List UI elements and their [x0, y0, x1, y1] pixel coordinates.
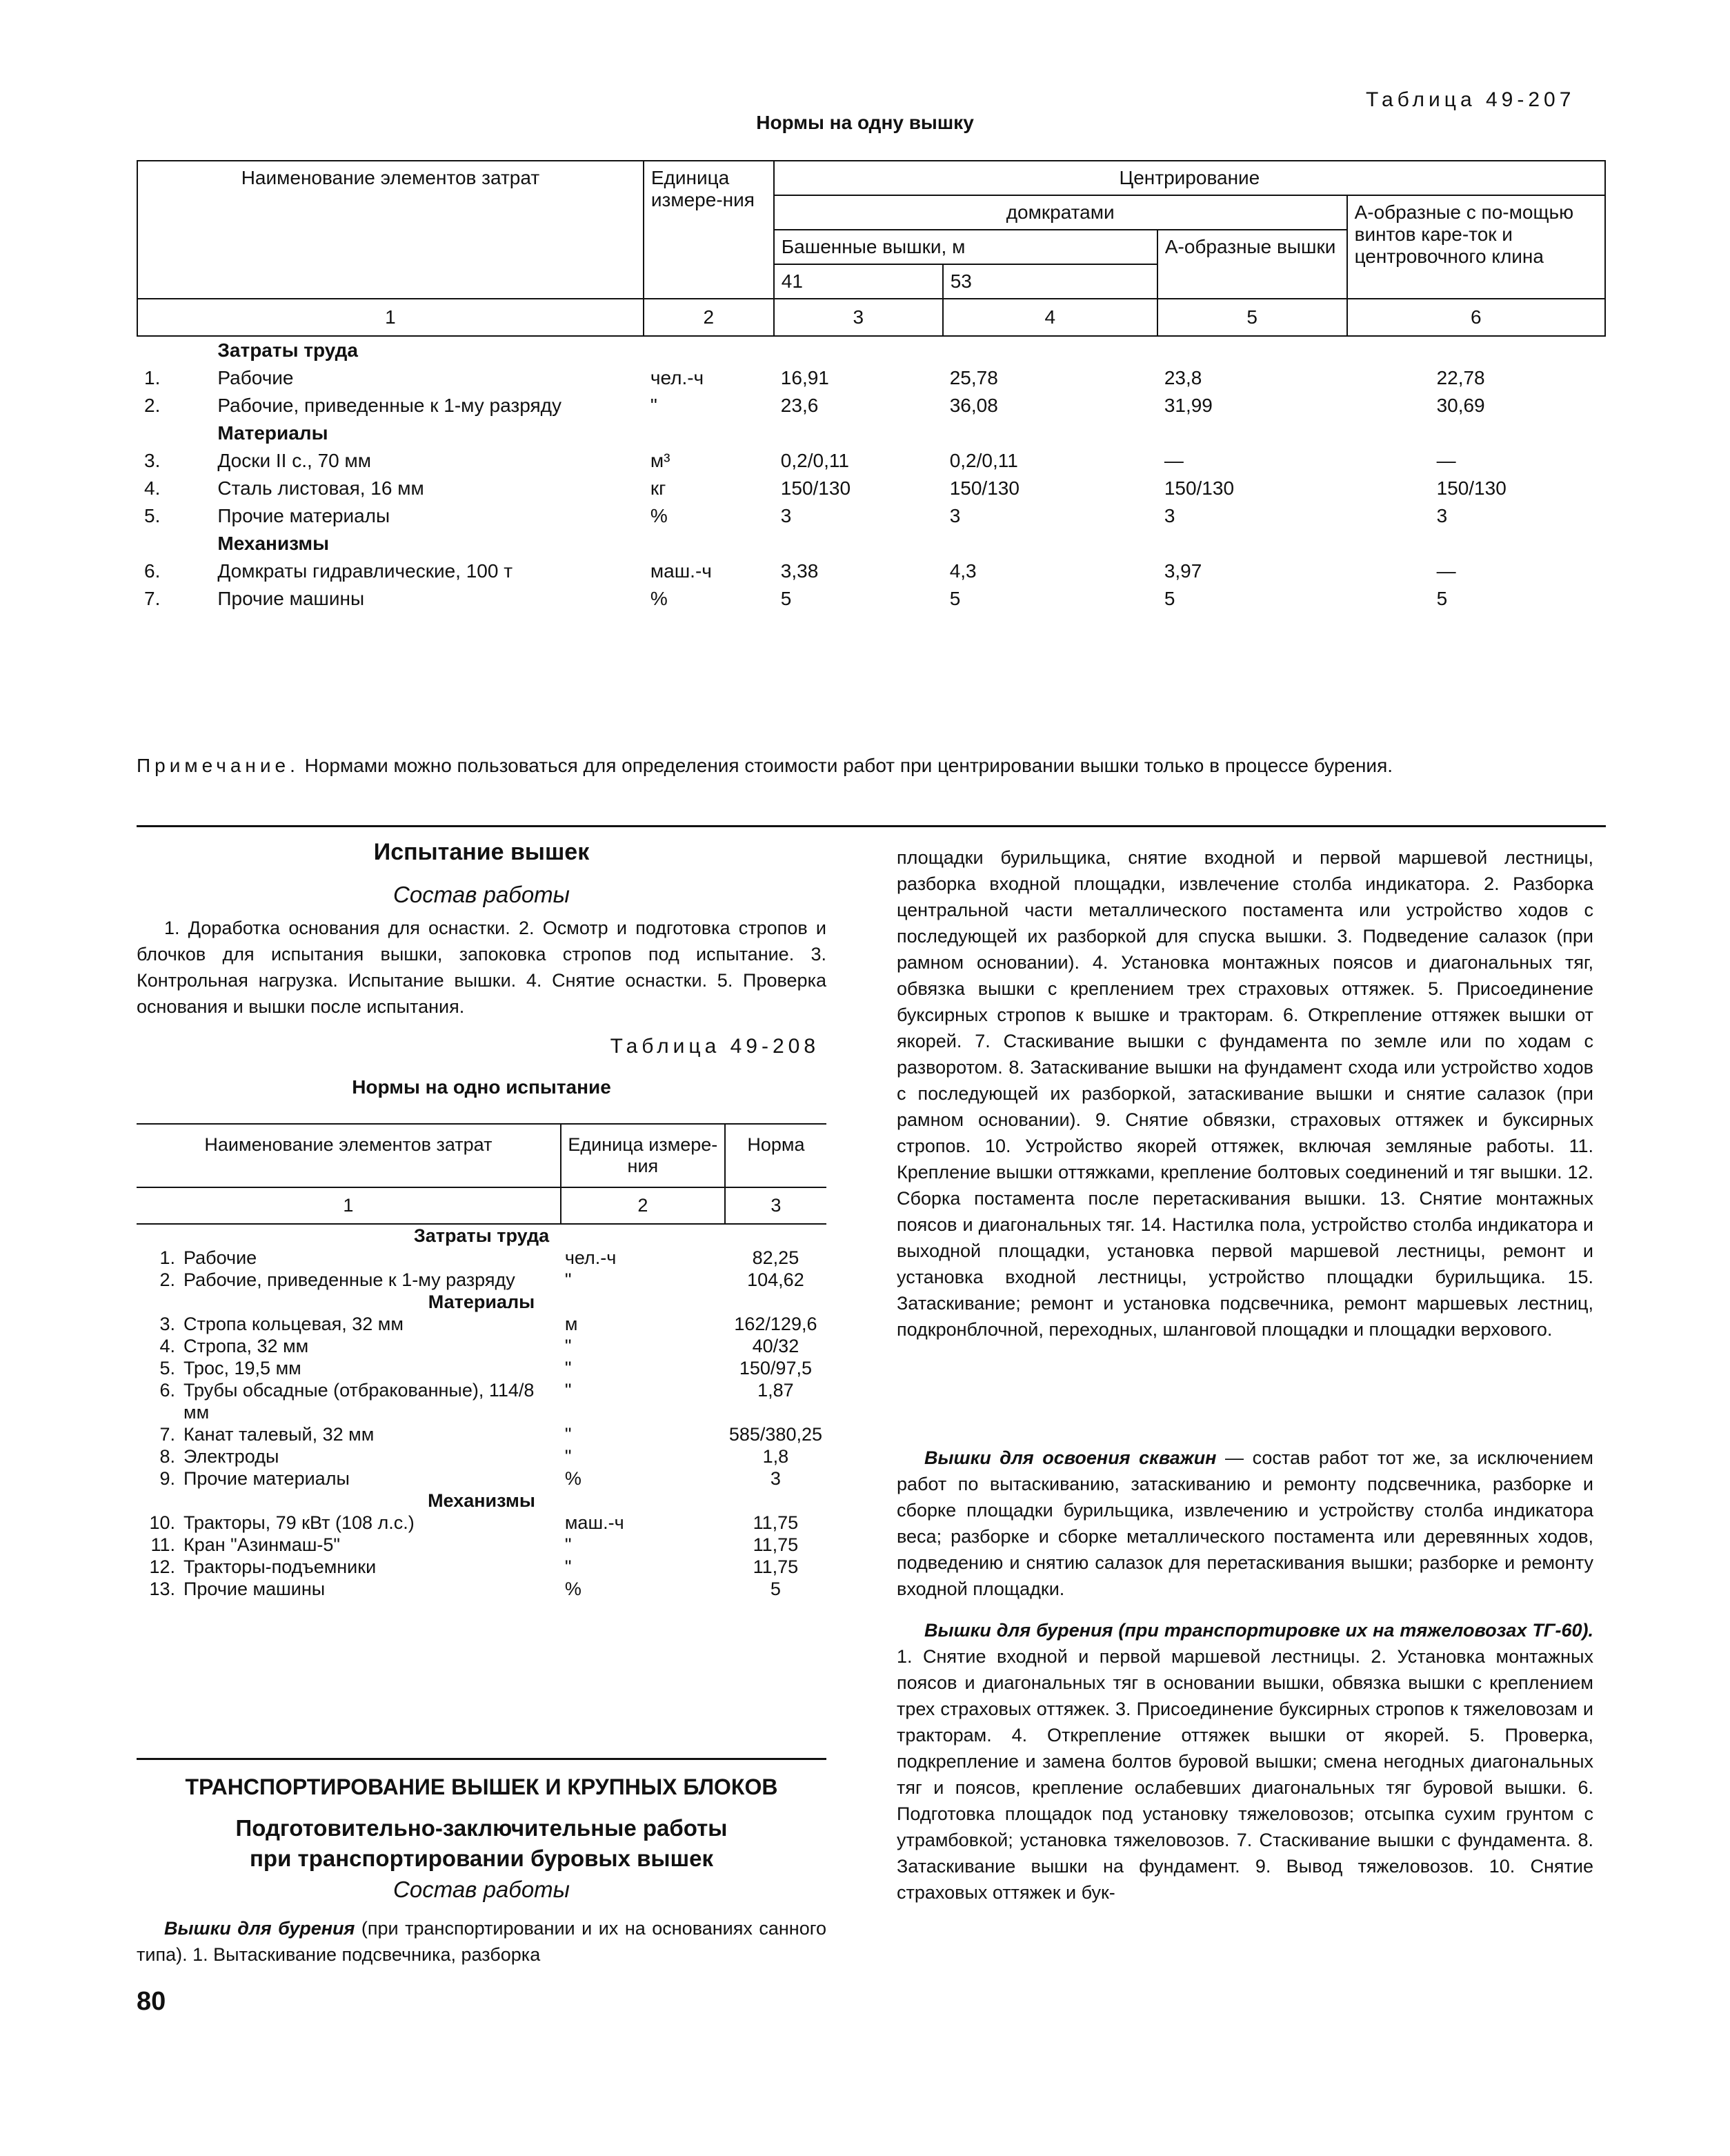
paragraph-lead: Вышки для бурения	[164, 1918, 355, 1939]
section-heading: Испытание вышек	[373, 839, 590, 865]
table-row: 3. Стропа кольцевая, 32 мм м 162/129,6	[159, 1314, 817, 1334]
table-row: 8. Электроды " 1,8	[159, 1446, 789, 1467]
col-number: 1	[137, 299, 644, 336]
paragraph-lead: Вышки для освоения скважин	[924, 1447, 1217, 1468]
paragraph-text: — состав работ тот же, за исключением работ по вытаскиванию, затаскиванию и ремонту подсвечника, разборке и сборке площадки бурильщика, извлечению и устройству столба индикатора веса; разборке и сборке металлического постамента или деревянных ходов, подведению и снятию салазок для перетаскивания вышки; разборке и ремонту входной площадки.	[897, 1447, 1593, 1599]
table-caption: Нормы на одну вышку	[756, 112, 974, 133]
section-title: Механизмы	[217, 533, 330, 554]
table-row: 6. Домкраты гидравлические, 100 т маш.-ч 3,38 4,3 3,97 —	[144, 560, 1456, 582]
section-heading-line: при транспортировании буровых вышек	[250, 1846, 713, 1871]
table-row: 7. Канат талевый, 32 мм " 585/380,25	[159, 1424, 822, 1445]
col-header-centering: Центрирование	[774, 161, 1605, 195]
divider	[137, 825, 1606, 827]
col-number: 4	[943, 299, 1157, 336]
col-header-aframe: А-образные вышки	[1157, 230, 1347, 299]
section-heading-line: Подготовительно-заключительные работы	[235, 1815, 728, 1841]
page-number: 80	[137, 1987, 166, 2016]
table-row: 9. Прочие материалы % 3	[159, 1468, 781, 1489]
section-title: Затраты труда	[413, 1225, 550, 1246]
table-row: 1. Рабочие чел.-ч 82,25	[159, 1247, 799, 1268]
col-number: 6	[1347, 299, 1605, 336]
divider	[137, 1758, 826, 1760]
paragraph	[137, 1915, 826, 1968]
norms-table-207	[137, 160, 1606, 613]
paragraph: площадки бурильщика, снятие входной и первой маршевой лестницы, разборка входной площадки, извлечение столба индикатора. 2. Разборка центральной части металлического постамента или устройство ходов с последующей их разборкой для спуска вышки. 3. Подведение салазок (при рамном основании). 4. Установка монтажных поясов и диагональных тяг, обвязка вышки с креплением трех страховых оттяжек. 5. Присоединение буксирных стропов к вышке и тракторам. 6. Открепление оттяжек вышки от якорей. 7. Стаскивание вышки с фундамента по земле или по ходам с разворотом. 8. Затаскивание вышки на фундамент схода или устройство ходов с последующей их разборкой, затаскивание вышки и снятие салазок (при рамном основании). 9. Снятие обвязки, страховых оттяжек и буксирных стропов. 10. Устройство якорей оттяжек, включая земляные работы. 11. Крепление вышки оттяжками, крепление болтовых соединений и тяг вышки. 12. Сборка постамента после перетаскивания вышки. 13. Снятие монтажных поясов и диагональных тяг. 14. Настилка пола, устройство столба индикатора и выходной площадки, установка первой маршевой лестницы, ремонт и установка входной лестницы, устройство площадки бурильщика. 15. Затаскивание; ремонт и установка подсвечника, ремонт маршевых лестниц, подкронблочной, переходных, шланговой площадки и площадки верхового.	[897, 847, 1593, 1340]
table-row: 10. Тракторы, 79 кВт (108 л.с.) маш.-ч 11,75	[149, 1512, 799, 1533]
table-row: 4. Сталь листовая, 16 мм кг 150/130 150/130 150/130 150/130	[144, 477, 1507, 499]
norms-table-208	[137, 1123, 826, 1600]
table-row: 3. Доски II с., 70 мм м³ 0,2/0,11 0,2/0,11 — —	[144, 450, 1456, 471]
col-header-unit: Единица измере-ния	[561, 1124, 725, 1187]
note-text: Нормами можно пользоваться для определения стоимости работ при центрировании вышки только в процессе бурения.	[299, 755, 1393, 776]
table-row: 11. Кран "Азинмаш-5" " 11,75	[150, 1534, 799, 1555]
table-row: 5. Прочие материалы % 3 3 3 3	[144, 505, 1448, 526]
col-header-name: Наименование элементов затрат	[137, 1124, 561, 1187]
table-label: Таблица 49-208	[610, 1035, 819, 1058]
table-row: 2. Рабочие, приведенные к 1-му разряду " 23,6 36,08 31,99 30,69	[144, 395, 1485, 416]
table-row: 1. Рабочие чел.-ч 16,91 25,78 23,8 22,78	[144, 367, 1485, 388]
table-row: 12. Тракторы-подъемники " 11,75	[149, 1556, 799, 1577]
paragraph	[897, 1617, 1593, 1906]
subheading: Состав работы	[393, 1877, 570, 1902]
section-title: Механизмы	[428, 1490, 535, 1511]
subheading: Состав работы	[393, 882, 570, 907]
col-header-unit: Единица измере-ния	[644, 161, 774, 299]
table-caption: Нормы на одно испытание	[352, 1076, 611, 1098]
col-number: 2	[561, 1187, 725, 1224]
table-row: 5. Трос, 19,5 мм " 150/97,5	[159, 1358, 812, 1378]
col-number: 1	[137, 1187, 561, 1224]
table-label: Таблица 49-207	[1366, 88, 1575, 111]
col-number: 5	[1157, 299, 1347, 336]
paragraph	[897, 1445, 1593, 1602]
col-number: 3	[774, 299, 943, 336]
note-label: Примечание.	[137, 755, 299, 776]
section-title: Материалы	[428, 1292, 535, 1312]
col-header-name: Наименование элементов затрат	[137, 161, 644, 299]
col-header-41: 41	[774, 264, 943, 299]
chapter-heading: ТРАНСПОРТИРОВАНИЕ ВЫШЕК И КРУПНЫХ БЛОКОВ	[185, 1774, 778, 1799]
table-note	[137, 752, 1606, 780]
paragraph: 1. Доработка основания для оснастки. 2. Осмотр и подготовка стропов и блочков для испытания вышки, запоковка стропов под испытание. 3. Контрольная нагрузка. Испытание вышки. 4. Снятие оснастки. 5. Проверка основания и вышки после испытания.	[137, 918, 826, 1017]
paragraph-text: 1. Снятие входной и первой маршевой лестницы. 2. Установка монтажных поясов и диагональных тяг в основании вышки, обвязка вышки с креплением трех страховых оттяжек. 3. Присоединение буксирных стропов к тяжеловозам и тракторам. 4. Открепление оттяжек вышки от якорей. 5. Проверка, подкрепление и замена болтов буровой вышки; смена негодных диагональных тяг и поясов, крепление ослабевших диагональных тяг буровой вышки. 6. Подготовка площадок под установку тяжеловозов; отсыпка сухим грунтом с утрамбовкой; установка тяжеловозов. 7. Стаскивание вышки с фундамента. 8. Затаскивание вышки на фундамент. 9. Вывод тяжеловозов. 10. Снятие страховых оттяжек и бук-	[897, 1646, 1593, 1903]
table-row: 7. Прочие машины % 5 5 5 5	[144, 588, 1448, 609]
col-header-norm: Норма	[725, 1124, 826, 1187]
section-heading	[137, 1813, 826, 1874]
table-row: 2. Рабочие, приведенные к 1-му разряду " 104,62	[159, 1269, 804, 1290]
col-header-tower: Башенные вышки, м	[774, 230, 1157, 264]
section-title: Материалы	[217, 422, 328, 444]
table-row: 13. Прочие машины % 5	[149, 1579, 781, 1599]
table-row: 6. Трубы обсадные (отбракованные), 114/8 мм " 1,87	[159, 1380, 794, 1423]
section-title: Затраты труда	[217, 339, 358, 361]
col-header-jacks: домкратами	[774, 195, 1347, 230]
paragraph-lead: Вышки для бурения (при транспортировке их на тяжеловозах ТГ-60).	[924, 1620, 1593, 1641]
col-header-aframe-screws: А-образные с по-мощью винтов каре-ток и центровочного клина	[1347, 195, 1605, 299]
col-header-53: 53	[943, 264, 1157, 299]
table-row: 4. Стропа, 32 мм " 40/32	[159, 1336, 799, 1356]
col-number: 2	[644, 299, 774, 336]
col-number: 3	[725, 1187, 826, 1224]
paragraph-text: (при транспортировании и их на основаниях санного типа). 1. Вытаскивание подсвечника, разборка	[137, 1918, 826, 1965]
